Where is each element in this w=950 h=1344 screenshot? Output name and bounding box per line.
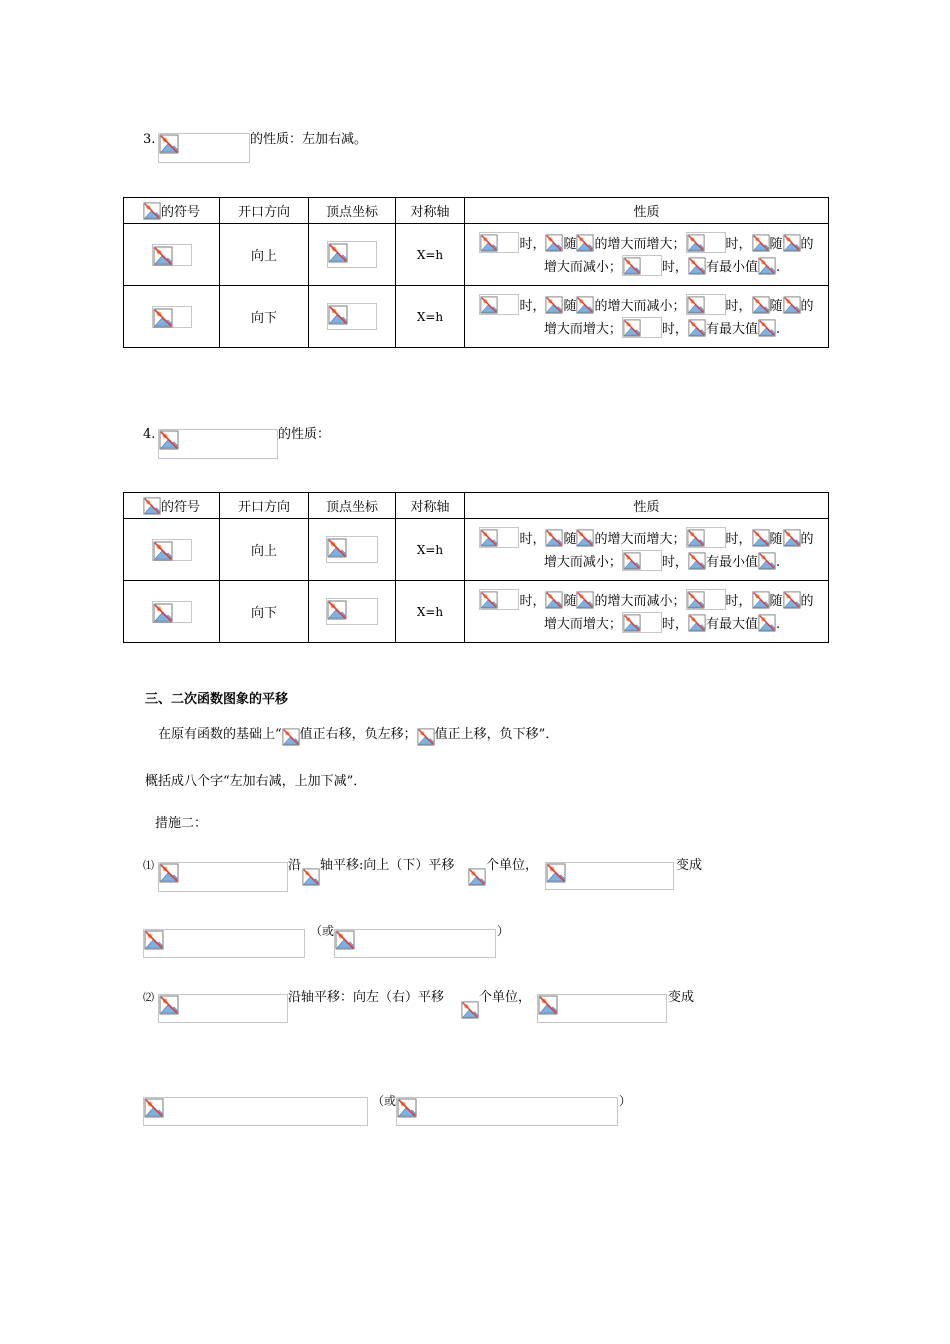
broken-image-icon [576, 529, 594, 547]
paragraph-summary: 概括成八个字“左加右减，上加下减”． [145, 774, 367, 789]
sign-image [152, 601, 192, 623]
opening-cell: 向上 [220, 519, 309, 581]
broken-image-icon [758, 552, 776, 570]
broken-image-icon [545, 529, 563, 547]
broken-image-icon [545, 296, 563, 314]
broken-image-icon [144, 1098, 164, 1118]
broken-image-icon [302, 868, 320, 886]
broken-image-icon [328, 305, 348, 325]
axis-cell: X=h [396, 224, 465, 286]
vertex-image [327, 303, 377, 330]
item2-or-open: （或 [372, 1094, 397, 1108]
broken-image-icon [143, 497, 161, 515]
broken-image-icon [153, 603, 173, 623]
broken-image-icon [687, 591, 705, 609]
formula-image [537, 994, 667, 1023]
broken-image-icon [576, 296, 594, 314]
property-cell: 时， 随 的增大而增大； 时， 随 的 增大而减小； 时， 有最小值 . [465, 224, 829, 286]
header-property: 性质 [465, 198, 829, 224]
broken-image-icon [758, 319, 776, 337]
sign-image [152, 306, 192, 328]
broken-image-icon [688, 614, 706, 632]
broken-image-icon [153, 308, 173, 328]
broken-image-icon [752, 529, 770, 547]
header-opening: 开口方向 [220, 198, 309, 224]
measure-label: 措施二： [155, 816, 208, 831]
section4-text: 的性质： [278, 427, 331, 442]
property-cell: 时， 随 的增大而减小； 时， 随 的 增大而增大； 时， 有最大值 . [465, 581, 829, 643]
broken-image-icon [335, 930, 355, 950]
header-property: 性质 [465, 493, 829, 519]
vertex-image [326, 598, 378, 625]
broken-image-icon [623, 552, 641, 570]
header-sign: 的符号 [124, 198, 220, 224]
header-vertex: 顶点坐标 [309, 493, 396, 519]
formula-image [396, 1097, 618, 1126]
opening-cell: 向下 [220, 286, 309, 348]
item2-number: ⑵ [143, 991, 154, 1004]
formula-image [158, 133, 250, 163]
broken-image-icon [545, 591, 563, 609]
broken-image-icon [687, 296, 705, 314]
item1-or-open: （或 [310, 924, 335, 938]
vertex-image [327, 241, 377, 268]
sign-image [152, 244, 192, 266]
broken-image-icon [688, 319, 706, 337]
item2-text-a: 沿轴平移：向左（右）平移 [288, 990, 445, 1005]
broken-image-icon [752, 591, 770, 609]
item1-text-d: 变成 [676, 858, 703, 873]
broken-image-icon [159, 995, 179, 1015]
broken-image-icon [159, 430, 179, 450]
item2-text-b: 个单位， [479, 990, 532, 1005]
axis-cell: X=h [396, 286, 465, 348]
paragraph-rule: 在原有函数的基础上“ 值正右移，负左移； 值正上移，负下移”． [158, 726, 558, 746]
broken-image-icon [327, 600, 347, 620]
formula-image [143, 1097, 368, 1126]
vertex-image [326, 536, 378, 563]
broken-image-icon [783, 529, 801, 547]
table-row [124, 581, 829, 643]
broken-image-icon [143, 202, 161, 220]
formula-image [158, 429, 278, 459]
broken-image-icon [623, 614, 641, 632]
broken-image-icon [159, 134, 179, 154]
item1-text-a: 沿 [288, 858, 302, 873]
broken-image-icon [688, 257, 706, 275]
broken-image-icon [397, 1098, 417, 1118]
broken-image-icon [144, 930, 164, 950]
broken-image-icon [576, 591, 594, 609]
formula-image [158, 862, 288, 892]
broken-image-icon [546, 863, 566, 883]
broken-image-icon [688, 552, 706, 570]
opening-cell: 向下 [220, 581, 309, 643]
broken-image-icon [417, 728, 435, 746]
header-vertex: 顶点坐标 [309, 198, 396, 224]
broken-image-icon [623, 319, 641, 337]
broken-image-icon [461, 1001, 479, 1019]
broken-image-icon [687, 234, 705, 252]
property-table-2 [123, 492, 829, 643]
broken-image-icon [752, 296, 770, 314]
table-row [124, 224, 829, 286]
broken-image-icon [752, 234, 770, 252]
broken-image-icon [623, 257, 641, 275]
header-axis: 对称轴 [396, 198, 465, 224]
property-cell: 时， 随 的增大而增大； 时， 随 的 增大而减小； 时， 有最小值 . [465, 519, 829, 581]
broken-image-icon [783, 296, 801, 314]
broken-image-icon [480, 591, 498, 609]
property-cell: 时， 随 的增大而减小； 时， 随 的 增大而增大； 时， 有最大值 . [465, 286, 829, 348]
broken-image-icon [480, 529, 498, 547]
section4-number: 4. [143, 427, 156, 442]
item2-text-c: 变成 [668, 990, 695, 1005]
broken-image-icon [153, 541, 173, 561]
item1-text-b: 轴平移:向上（下）平移 [320, 858, 455, 873]
item2-or-close: ） [619, 1094, 632, 1108]
item1-number: ⑴ [143, 859, 154, 872]
axis-cell: X=h [396, 519, 465, 581]
formula-image [545, 862, 674, 890]
sign-image [152, 539, 192, 561]
section-heading: 三、二次函数图象的平移 [145, 692, 289, 707]
header-axis: 对称轴 [396, 493, 465, 519]
item1-text-c: 个单位， [486, 858, 539, 873]
header-sign: 的符号 [124, 493, 220, 519]
broken-image-icon [545, 234, 563, 252]
item1-or-close: ） [497, 924, 510, 938]
formula-image [143, 929, 305, 958]
broken-image-icon [282, 728, 300, 746]
table-row [124, 286, 829, 348]
section3-text: 的性质：左加右减。 [250, 132, 368, 147]
header-opening: 开口方向 [220, 493, 309, 519]
table-row [124, 519, 829, 581]
broken-image-icon [758, 614, 776, 632]
broken-image-icon [468, 868, 486, 886]
broken-image-icon [783, 234, 801, 252]
opening-cell: 向上 [220, 224, 309, 286]
broken-image-icon [153, 246, 173, 266]
broken-image-icon [576, 234, 594, 252]
formula-image [158, 994, 288, 1023]
formula-image [334, 929, 496, 958]
axis-cell: X=h [396, 581, 465, 643]
broken-image-icon [328, 243, 348, 263]
broken-image-icon [687, 529, 705, 547]
broken-image-icon [327, 538, 347, 558]
broken-image-icon [480, 234, 498, 252]
broken-image-icon [480, 296, 498, 314]
section3-number: 3. [143, 132, 156, 147]
broken-image-icon [758, 257, 776, 275]
broken-image-icon [159, 863, 179, 883]
property-table-1 [123, 197, 829, 348]
broken-image-icon [538, 995, 558, 1015]
broken-image-icon [783, 591, 801, 609]
